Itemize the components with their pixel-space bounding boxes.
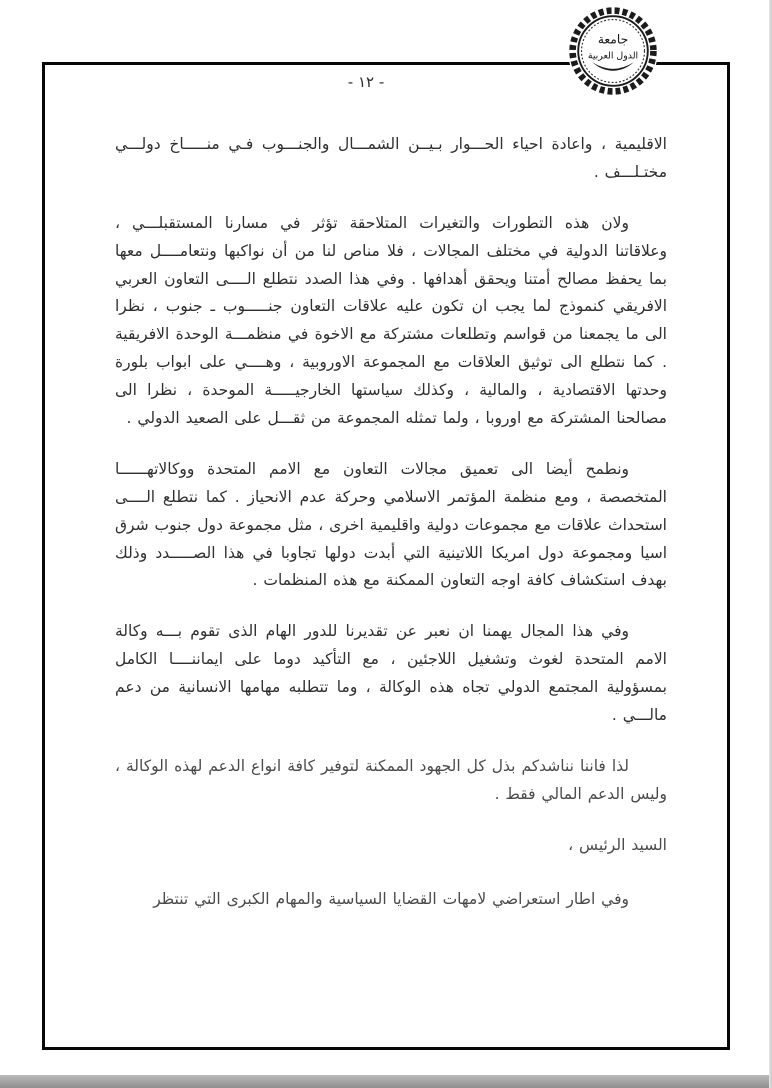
emblem-icon	[566, 4, 660, 98]
scan-artifact-bottom	[0, 1075, 772, 1088]
paragraph-closing: وفي اطار استعراضي لامهات القضايا السياسية والمهام الكبرى التي تنتظر	[153, 889, 629, 908]
document-body	[45, 65, 727, 913]
paragraph-appeal: لذا فاننا نناشدكم بذل كل الجهود الممكنة لتوفير كافة انواع الدعم لهذه الوكالة ، وليس الدعم المالي فقط .	[115, 756, 667, 803]
paragraph-continuation: الاقليمية ، واعادة احياء الحـــوار بـيــن الشمـــال والجنـــوب فـي منـــــاخ دولـــي مختـلـــف .	[115, 135, 667, 181]
emblem-text-bottom: الدول العربية	[587, 50, 639, 62]
paragraph-un-cooperation: ونطمح أيضا الى تعميق مجالات التعاون مع الامم المتحدة ووكالاتهــــــا المتخصصة ، ومع منظمة المؤتمر الاسلامي وحركة عدم الانحياز . كما نتطلع الــــى استحداث علاقات مع مجموعات دولية واقليمية اخرى ، مثل مجموعة دول جنوب شرق اسيا ومجموعة دول امريكا اللاتينية التي أبدت دولها تجاوبا في هذا الصـــــدد وذلك بهدف استكشاف كافة اوجه التعاون الممكنة مع هذه المنظمات .	[114, 459, 667, 590]
paragraph-unrwa: وفي هذا المجال يهمنا ان نعبر عن تقديرنا للدور الهام الذى تقوم بـــه وكالة الامم المتحدة لغوث وتشغيل اللاجئين ، مع التأكيد دوما على ايماننــــا الكامل بمسؤولية المجتمع الدولي تجاه هذه الوكالة ، وما تتطلبه مهامها الانسانية من دعم مالـــي .	[115, 622, 667, 725]
emblem-text-top: جامعة	[597, 32, 629, 47]
salutation-mr-president: السيد الرئيس ،	[568, 835, 667, 854]
page-number: - ١٢ -	[347, 73, 385, 91]
arab-league-emblem	[566, 4, 660, 98]
page-border-frame	[42, 62, 730, 1050]
paragraph-developments: ولان هذه التطورات والتغيرات المتلاحقة تؤثر في مسارنا المستقبلـــي ، وعلاقاتنا الدولية في مختلف المجالات ، فلا مناص لنا من أن نواكبها ونتعامــــل معها بما يحفظ مصالح أمتنا ويحقق أهدافها . وفي هذا الصدد نتطلع الــــى التعاون العربي الافريقي كنموذج لما يجب ان تكون عليه علاقات التعاون جنـــــوب ـ جنوب ، نظرا الى ما يجمعنا من قواسم وتطلعات مشتركة مع الاخوة في منظمـــة الوحدة الافريقية . كما نتطلع الى توثيق العلاقات مع المجموعة الاوروبية ، وهــــي على ابواب بلورة وحدتها الاقتصادية ، والمالية ، وكذلك سياستها الخارجيـــــة الموحدة ، نظرا الى مصالحنا المشتركة مع اوروبا ، ولما تمثله المجموعة من ثقـــل على الصعيد الدولي .	[115, 213, 667, 428]
